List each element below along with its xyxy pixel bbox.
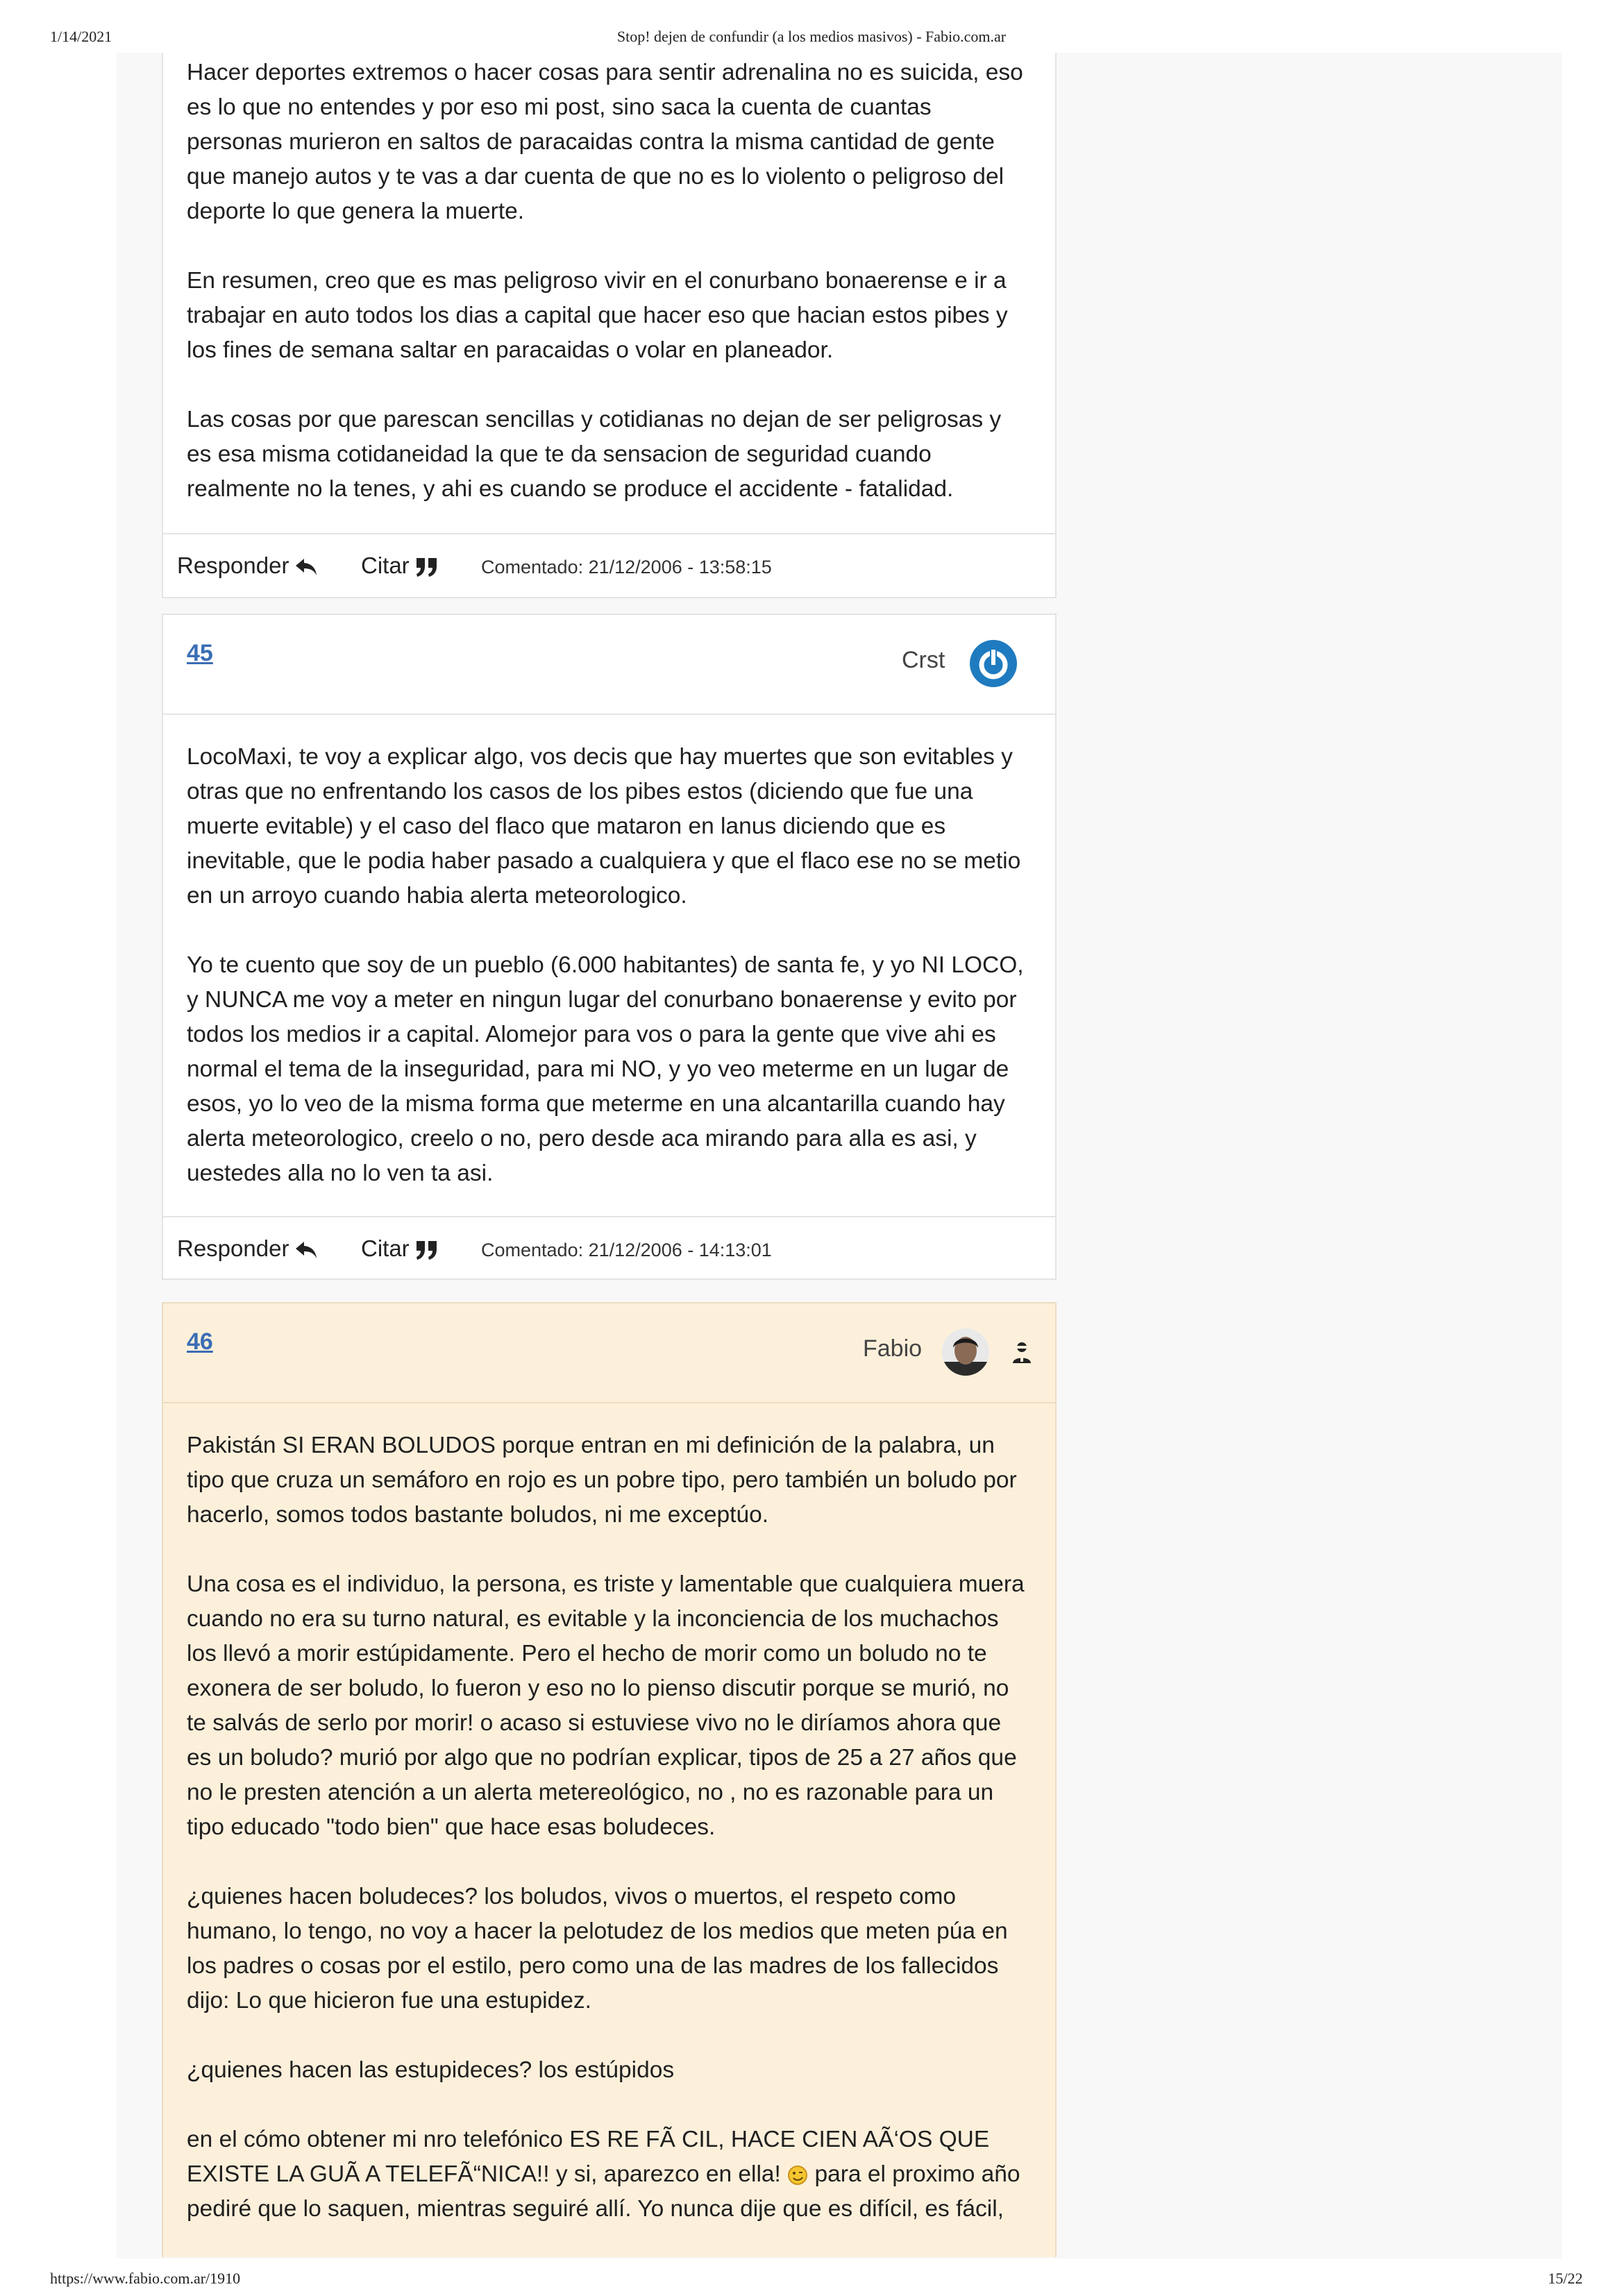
paragraph-text: en el cómo obtener mi nro telefónico ES RE FÃ CIL, HACE CIEN AÃ‘OS QUE EXISTE LA GUÃ A TELEFÃ“NICA!! y si, aparezco en ella! — [187, 2127, 990, 2187]
comment-timestamp: Comentado: 21/12/2006 - 14:13:01 — [481, 1240, 772, 1260]
comment-timestamp: Comentado: 21/12/2006 - 13:58:15 — [481, 557, 772, 577]
comment-paragraph: En resumen, creo que es mas peligroso vivir en el conurbano bonaerense e ir a trabajar en auto todos los dias a capital que hacer eso que hacian estos pibes y los fines de semana saltar en paracaidas o volar en planeador. — [187, 268, 1008, 363]
comment-paragraph: Las cosas por que parescan sencillas y cotidianas no dejan de ser peligrosas y es esa misma cotidaneidad la que te da sensacion de seguridad cuando realmente no la tenes, y ahi es cuando se produce el accidente - fatalidad. — [187, 407, 1002, 502]
reply-label: Responder — [177, 552, 289, 578]
comment-number-link[interactable]: 46 — [187, 1328, 213, 1355]
comment-card — [162, 614, 1057, 1280]
comment-header — [163, 615, 1055, 715]
comment-paragraph-last — [187, 2122, 1032, 2227]
quote-icon — [415, 1240, 439, 1260]
comment-paragraph: Pakistán SI ERAN BOLUDOS porque entran en mi definición de la palabra, un tipo que cruza un semáforo en rojo es un pobre tipo, pero también un boludo por hacerlo, somos todos bastante boludos, ni me exceptúo. — [187, 1433, 1017, 1528]
quote-button[interactable] — [361, 1235, 439, 1262]
comment-card-author — [162, 1302, 1057, 2257]
comment-body — [163, 1403, 1055, 2227]
paragraph-text: para el proximo año pediré que lo saquen, mientras seguiré allí. Yo nunca dije que es difícil, es fácil, — [187, 2161, 1020, 2222]
comment-author: Fabio — [863, 1335, 923, 1362]
comment-body — [163, 715, 1055, 1191]
quote-icon — [415, 557, 439, 577]
print-page-count: 15/22 — [1547, 2270, 1583, 2287]
avatar — [941, 1327, 991, 1377]
reply-label: Responder — [177, 1235, 289, 1261]
print-title: Stop! dejen de confundir (a los medios masivos) - Fabio.com.ar — [616, 28, 1007, 45]
admin-badge-icon — [1011, 1341, 1032, 1365]
comment-paragraph: Hacer deportes extremos o hacer cosas para sentir adrenalina no es suicida, eso es lo que no entendes y por eso mi post, sino saca la cuenta de cuantas personas murieron en saltos de paracaidas contra la misma cantidad de gente que manejo autos y te vas a dar cuenta de que no es lo violento o peligroso del deporte lo que genera la muerte. — [187, 60, 1023, 224]
smiley-icon — [787, 2165, 808, 2186]
avatar — [968, 639, 1018, 689]
comment-card — [162, 53, 1057, 598]
comment-number-link[interactable]: 45 — [187, 640, 213, 666]
print-url: https://www.fabio.com.ar/1910 — [50, 2270, 241, 2287]
comment-footer — [163, 533, 1055, 597]
quote-button[interactable] — [361, 552, 439, 579]
quote-label: Citar — [361, 552, 410, 578]
comment-author: Crst — [902, 647, 945, 673]
comment-paragraph: Una cosa es el individuo, la persona, es triste y lamentable que cualquiera muera cuando no era su turno natural, es evitable y la inconciencia de los muchachos los llevó a morir estúpidamente. Pero el hecho de morir como un boludo no te exonera de ser boludo, lo fueron y eso no lo pienso discutir porque se murió, no te salvás de serlo por morir! o acaso si estuviese vivo no le diríamos ahora que es un boludo? murió por algo que no podrían explicar, tipos de 25 a 27 años que no le presten atención a un alerta metereológico, no , no es razonable para un tipo educado "todo bien" que hace esas boludeces. — [187, 1571, 1025, 1840]
comment-paragraph: Yo te cuento que soy de un pueblo (6.000 habitantes) de santa fe, y yo NI LOCO, y NUNCA me voy a meter en ningun lugar del conurbano bonaerense y evito por todos los medios ir a capital. Alomejor para vos o para la gente que vive ahi es normal el tema de la inseguridad, para mi NO, y yo veo meterme en un lugar de esos, yo lo veo de la misma forma que meterme en una alcantarilla cuando hay alerta meteorologico, creelo o no, pero desde aca mirando para alla es asi, y uestedes alla no lo ven ta asi. — [187, 952, 1024, 1186]
quote-label: Citar — [361, 1235, 410, 1261]
reply-icon — [294, 557, 318, 577]
print-date: 1/14/2021 — [50, 28, 112, 45]
comment-paragraph: LocoMaxi, te voy a explicar algo, vos decis que hay muertes que son evitables y otras que no enfrentando los casos de los pibes estos (diciendo que fue una muerte evitable) y el caso del flaco que mataron en lanus diciendo que es inevitable, que le podia haber pasado a cualquiera y que el flaco ese no se metio en un arroyo cuando habia alerta meteorologico. — [187, 744, 1021, 909]
comment-paragraph: ¿quienes hacen las estupideces? los estúpidos — [187, 2057, 675, 2083]
reply-button[interactable] — [177, 1235, 318, 1262]
comment-paragraph: ¿quienes hacen boludeces? los boludos, vivos o muertos, el respeto como humano, lo tengo, no voy a hacer la pelotudez de los medios que meten púa en los padres o cosas por el estilo, pero como una de las madres de los fallecidos dijo: Lo que hicieron fue una estupidez. — [187, 1884, 1008, 2014]
reply-button[interactable] — [177, 552, 318, 579]
reply-icon — [294, 1240, 318, 1260]
comment-header — [163, 1303, 1055, 1403]
comment-body — [163, 53, 1055, 507]
comment-footer — [163, 1216, 1055, 1280]
